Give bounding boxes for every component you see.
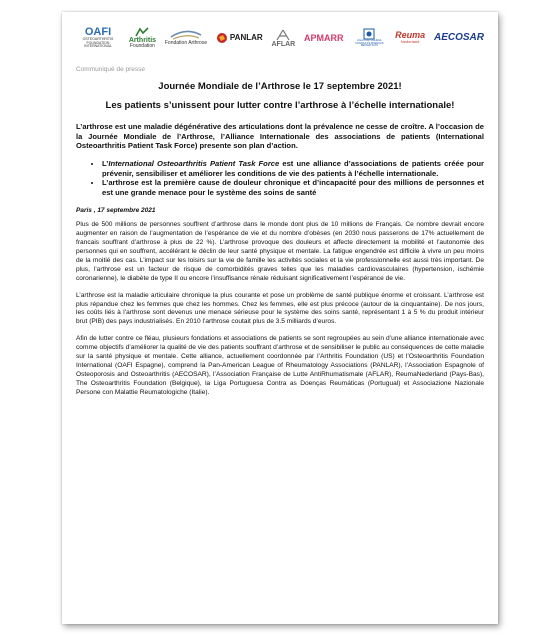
- press-release-label: Communiqué de presse: [76, 66, 146, 73]
- aflar-figure-icon: [274, 29, 292, 41]
- partner-logos-row: [76, 20, 484, 56]
- spr-emblem-icon: [363, 28, 375, 40]
- key-point-item: • L’International Osteoarthritis Patient Task Force est une alliance d’associations de patients créée pour prévenir, sensibiliser et améliorer les conditions de vie des patients à l’échelle internationale.: [102, 159, 484, 178]
- page-subtitle: Les patients s’unissent pour lutter contre l’arthrose à l’échelle internationale!: [105, 100, 455, 111]
- key-point-item: • L’arthrose est la première cause de douleur chronique et d’incapacité pour des millions de personnes et est une grande menace pour le système des soins de santé: [102, 178, 484, 197]
- dateline: Paris , 17 septembre 2021: [76, 206, 156, 214]
- arthritis-foundation-logo: Arthritis Foundation: [129, 27, 156, 50]
- aflar-logo: AFLAR: [271, 29, 295, 48]
- panlar-logo: PANLAR: [216, 32, 263, 44]
- body-paragraph: Afin de lutter contre ce fléau, plusieurs fondations et associations de patients se sont regroupées au sein d’une alliance internationale avec comme objectifs d’améliorer la qualité de vie des patients souffrant d’arthrose et de sensibiliser le public au conséquences de cette maladie sur la santé physique et mentale. Cette alliance, actuellement coordonnée par l’Arthritis Foundation (US) et l’Osteoarthritis Foundation International (OAFI Espagne), comprend la Pan-American League of Rheumatology Associations (PANLAR), l’Association Espagnole of Osteoporosis and Osteoarthritis (AECOSAR), l’Association Française de Lutte AntiRhumatismale (AFLAR), ReumaNederland (Pays-Bas), The Osteoarthritis Foundation (Belgique), la Liga Portuguesa Contra as Doenças Reumáticas (Portugual) et Associazione Nazionale Persone con Malattie Reumatologiche (Italie).: [76, 335, 484, 397]
- oafi-logo: OAFI OSTEOARTHRITIS FOUNDATION INTERNATIONAL: [82, 25, 114, 49]
- body-paragraph: Plus de 500 millions de personnes souffrent d’arthrose dans le monde dont plus de 10 millions de Français. Ce nombre devrait encore augmenter en raison de l’augmentation de l’espérance de vie et du nombre d’obèses (en 2030 nous passerons de 17% actuellement de francais souffrant d’arthrose à plus de 22 %). L’arthrose provoque des douleurs et affecte directement la mobilité et l’autonomie des personnes qui en souffrent, accélérant le déclin de leur santé physique et mentale. La fatigue engendrée est difficile à vivre un peu moins de la moitié des cas. L’impact sur les loisirs sur la vie de famille les activités sociales et la vie professionnelle est aussi très important. De plus, l’arthrose est un facteur de risque de comorbidités graves telles que les maladies cardiovasculaires (hypertension, ischémie coronarienne), le diabète de type II ou encore l’insuffisance rénale réduisant significativement l’espérance de vie.: [76, 220, 484, 282]
- lead-paragraph: L’arthrose est une maladie dégénérative des articulations dont la prévalence ne cesse de croître. A l’occasion de la Journée Mondiale de l’Arthrose, l’Alliance Internationale des associations de patients (International Osteoarthritis Patient Task Force) presente son plan d’action.: [76, 121, 484, 151]
- globe-icon: [216, 32, 228, 44]
- spr-logo: LIGA PORTUGUESA CONTRA AS DOENÇAS REUMÁTICAS: [352, 28, 386, 49]
- page-title: Journée Mondiale de l’Arthrose le 17 septembre 2021!: [158, 81, 402, 92]
- body-paragraph: L’arthrose est la maladie articulaire chronique la plus courante et pose un problème de santé publique énorme et croissant. L’arthrose est plus répandue chez les femmes que chez les hommes. Chez les femmes, elle est plus précoce (autour de la cinquantaine). De nos jours, les coûts liés à l’arthrose sont devenus une menace sérieuse pour le système des soins santé, représentant 1 à 5 % du produit intérieur brut (PIB) des pays industrialisés. En 2010 l’arthrose coutait plus de 3.5 milliards d’euros.: [76, 291, 484, 326]
- reuma-logo: Reuma Nederland: [395, 30, 426, 45]
- apmarr-logo: APMARR: [304, 32, 344, 43]
- figure-icon: [135, 27, 149, 37]
- key-points-list: [76, 159, 484, 198]
- press-release-page: [62, 12, 498, 624]
- fondation-arthrose-logo: Fondation Arthrose: [165, 29, 207, 47]
- aecosar-logo: AECOSAR: [433, 32, 484, 43]
